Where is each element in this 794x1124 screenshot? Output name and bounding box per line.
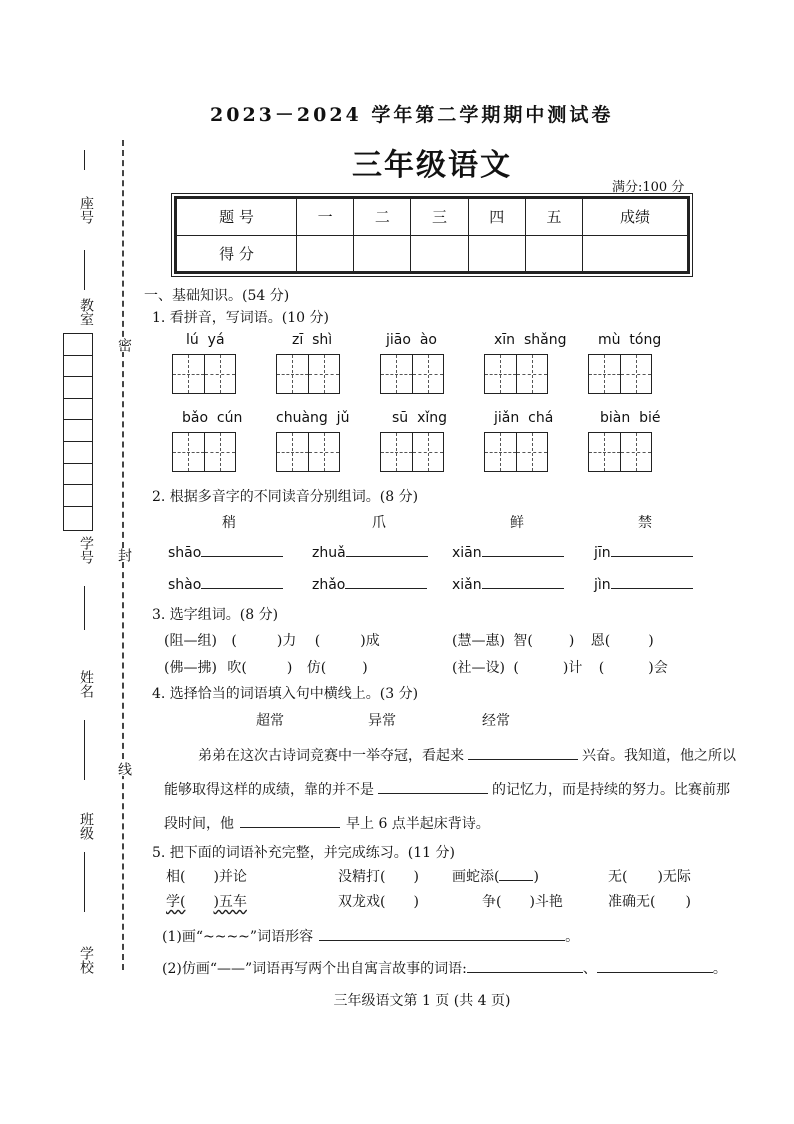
q2-title: 2. 根据多音字的不同读音分别组词。(8 分) bbox=[152, 489, 419, 505]
q2-answer[interactable] bbox=[452, 545, 564, 561]
q5-row-2c bbox=[482, 891, 563, 911]
q5-text: )无际 bbox=[657, 869, 691, 885]
q3-word: )成 bbox=[360, 633, 380, 649]
q5-row-1d bbox=[608, 866, 691, 886]
q5-row-2b bbox=[338, 891, 419, 911]
q5-text: 没精打( bbox=[338, 869, 386, 885]
score-header: 成绩 bbox=[583, 199, 688, 236]
q5-row-1c bbox=[452, 866, 539, 886]
q2-char: 稍 bbox=[222, 515, 236, 531]
score-table-header-row bbox=[177, 199, 688, 236]
q1-pinyin: bǎo cún bbox=[182, 410, 243, 426]
q4-text: 能够取得这样的成绩，靠的并不是 bbox=[164, 782, 374, 798]
score-table bbox=[174, 196, 690, 274]
q3-title: 3. 选字组词。(8 分) bbox=[152, 607, 279, 623]
q5-blank[interactable] bbox=[499, 880, 533, 881]
q5-row-1 bbox=[166, 866, 247, 886]
q1-pinyin: xīn shǎng bbox=[494, 332, 567, 348]
q4-blank[interactable] bbox=[468, 759, 578, 760]
q2-char: 禁 bbox=[638, 515, 652, 531]
q3-row-c bbox=[164, 657, 368, 677]
q5-text: ) bbox=[533, 869, 539, 885]
full-score: 满分:100 分 bbox=[612, 180, 685, 195]
page-footer: 三年级语文第 1 页 (共 4 页) bbox=[333, 993, 511, 1009]
q2-answer[interactable] bbox=[168, 577, 283, 593]
q4-title: 4. 选择恰当的词语填入句中横线上。(3 分) bbox=[152, 686, 419, 702]
side-line-name bbox=[84, 720, 85, 780]
q5-text: 无( bbox=[608, 869, 628, 885]
q3-paren: ( bbox=[513, 660, 519, 676]
q1-writing-grid[interactable] bbox=[380, 432, 444, 472]
q3-word: 吹( bbox=[227, 660, 247, 676]
q5-text: ) bbox=[413, 894, 419, 910]
q1-pinyin: jiǎn chá bbox=[494, 410, 554, 426]
score-cell[interactable] bbox=[468, 235, 525, 272]
q2-pinyin: jìn bbox=[594, 577, 611, 593]
q4-text: 段时间，他 bbox=[164, 816, 234, 832]
q2-char: 爪 bbox=[372, 515, 386, 531]
q2-pinyin: zhǎo bbox=[312, 577, 346, 593]
q3-word: )会 bbox=[648, 660, 668, 676]
q3-paren: ( bbox=[314, 633, 321, 649]
class-label: 班级 bbox=[78, 812, 94, 840]
score-row-label: 得 分 bbox=[177, 235, 297, 272]
q4-text: 早上 6 点半起床背诗。 bbox=[346, 816, 490, 832]
q3-row-d bbox=[452, 657, 668, 677]
seat-label: 座号 bbox=[78, 196, 94, 224]
q3-paren: ) bbox=[362, 660, 368, 676]
q1-writing-grid[interactable] bbox=[588, 354, 652, 394]
q2-answer[interactable] bbox=[312, 545, 428, 561]
q1-pinyin: lú yá bbox=[186, 332, 225, 348]
section1-title: 一、基础知识。(54 分) bbox=[144, 288, 290, 304]
q4-option: 超常 bbox=[256, 713, 284, 729]
q5-sub1-text: (1)画“~~~~”词语形容 bbox=[162, 929, 314, 945]
q2-answer[interactable] bbox=[452, 577, 564, 593]
q5-sub2-blank[interactable] bbox=[467, 972, 583, 973]
score-header: 题 号 bbox=[177, 199, 297, 236]
side-line-class bbox=[84, 852, 85, 912]
q3-paren: ) bbox=[568, 633, 575, 649]
q4-text: 弟弟在这次古诗词竞赛中一举夺冠，看起来 bbox=[198, 748, 464, 764]
q5-text: ) bbox=[413, 869, 419, 885]
q5-text: 、 bbox=[582, 961, 597, 977]
q1-pinyin: chuàng jǔ bbox=[276, 410, 350, 426]
side-line-id bbox=[84, 586, 85, 630]
q5-sub2-blank[interactable] bbox=[597, 972, 713, 973]
q2-char: 鲜 bbox=[510, 515, 524, 531]
q1-title: 1. 看拼音，写词语。(10 分) bbox=[152, 310, 329, 326]
q1-pinyin: sū xǐng bbox=[392, 410, 448, 426]
score-cell[interactable] bbox=[525, 235, 582, 272]
score-header: 五 bbox=[525, 199, 582, 236]
q2-pinyin: xiǎn bbox=[452, 577, 482, 593]
q2-pinyin: zhuǎ bbox=[312, 545, 346, 561]
q2-pinyin: jīn bbox=[594, 545, 611, 561]
q3-option: (社—设) bbox=[452, 660, 505, 676]
q1-writing-grid[interactable] bbox=[484, 354, 548, 394]
q5-text: )五车 bbox=[213, 894, 247, 910]
q3-word: )计 bbox=[562, 660, 583, 676]
q3-row-b bbox=[452, 630, 654, 650]
q4-option: 异常 bbox=[368, 713, 396, 729]
q5-text: )斗艳 bbox=[529, 894, 563, 910]
q2-answer[interactable] bbox=[594, 545, 693, 561]
q3-word: )力 bbox=[276, 633, 297, 649]
q5-text: 学( bbox=[166, 894, 186, 910]
q5-text: )并论 bbox=[213, 869, 247, 885]
q5-text: 。 bbox=[565, 929, 580, 945]
q3-option: (阻—组) bbox=[164, 633, 217, 649]
seal-char-xian: 线 bbox=[116, 762, 132, 776]
score-cell[interactable] bbox=[411, 235, 468, 272]
q3-word: 恩( bbox=[590, 633, 611, 649]
q1-writing-grid[interactable] bbox=[276, 354, 340, 394]
student-id-boxes[interactable] bbox=[63, 333, 93, 531]
q3-row-a bbox=[164, 630, 380, 650]
q3-paren: ( bbox=[598, 660, 605, 676]
score-table-score-row bbox=[177, 235, 688, 272]
q1-writing-grid[interactable] bbox=[172, 432, 236, 472]
score-cell[interactable] bbox=[583, 235, 688, 272]
score-header: 一 bbox=[297, 199, 354, 236]
q4-blank[interactable] bbox=[240, 827, 340, 828]
q5-text: ) bbox=[685, 894, 691, 910]
q5-sub2-text: (2)仿画“——”词语再写两个出自寓言故事的词语: bbox=[162, 961, 467, 977]
q3-paren: ) bbox=[286, 660, 293, 676]
q1-writing-grid[interactable] bbox=[484, 432, 548, 472]
q1-writing-grid[interactable] bbox=[588, 432, 652, 472]
q3-word: 仿( bbox=[306, 660, 327, 676]
q5-text: 争( bbox=[482, 894, 502, 910]
q5-sub1-blank[interactable] bbox=[319, 940, 565, 941]
q1-pinyin: jiāo ào bbox=[386, 332, 437, 348]
score-header: 二 bbox=[354, 199, 411, 236]
q5-row-2 bbox=[166, 891, 247, 911]
q5-text: 相( bbox=[166, 869, 186, 885]
subject-title: 三年级语文 bbox=[352, 148, 512, 183]
q5-text: 。 bbox=[712, 961, 727, 977]
score-header: 四 bbox=[468, 199, 525, 236]
side-line-room bbox=[84, 250, 85, 290]
q5-row-2d bbox=[608, 891, 691, 911]
q4-blank[interactable] bbox=[378, 793, 488, 794]
seal-char-feng: 封 bbox=[116, 548, 132, 562]
score-cell[interactable] bbox=[297, 235, 354, 272]
q3-option: (佛—拂) bbox=[164, 660, 217, 676]
q4-option: 经常 bbox=[482, 713, 510, 729]
q2-pinyin: shào bbox=[168, 577, 202, 593]
q5-sub2 bbox=[162, 958, 727, 978]
exam-title: 2023－2024 学年第二学期期中测试卷 bbox=[210, 104, 614, 126]
q3-option: (慧—惠) bbox=[452, 633, 505, 649]
q4-text: 兴奋。我知道，他之所以 bbox=[582, 748, 736, 764]
q2-answer[interactable] bbox=[312, 577, 427, 593]
name-label: 姓名 bbox=[78, 670, 94, 698]
q5-text: 准确无( bbox=[608, 894, 656, 910]
score-cell[interactable] bbox=[354, 235, 411, 272]
q2-pinyin: xiān bbox=[452, 545, 482, 561]
student-id-label: 学号 bbox=[78, 536, 94, 564]
q5-text: 画蛇添( bbox=[452, 869, 500, 885]
q4-sentence-1 bbox=[198, 745, 736, 765]
q4-sentence-3 bbox=[164, 813, 490, 833]
q4-sentence-2 bbox=[164, 779, 730, 799]
q5-wavy-word bbox=[166, 894, 247, 910]
q4-text: 的记忆力，而是持续的努力。比赛前那 bbox=[492, 782, 730, 798]
q1-writing-grid[interactable] bbox=[276, 432, 340, 472]
q5-row-1b bbox=[338, 866, 419, 886]
school-label: 学校 bbox=[78, 946, 94, 974]
q3-word: 智( bbox=[513, 633, 533, 649]
q1-pinyin: biàn bié bbox=[600, 410, 661, 426]
q3-paren: ( bbox=[231, 633, 237, 649]
q3-paren: ) bbox=[648, 633, 654, 649]
q2-answer[interactable] bbox=[594, 577, 693, 593]
q5-text: 双龙戏( bbox=[338, 894, 386, 910]
q1-writing-grid[interactable] bbox=[172, 354, 236, 394]
score-header: 三 bbox=[411, 199, 468, 236]
q5-sub1 bbox=[162, 926, 579, 946]
room-label: 教室 bbox=[78, 298, 94, 326]
q1-pinyin: zī shì bbox=[292, 332, 333, 348]
q1-pinyin: mù tóng bbox=[598, 332, 662, 348]
q1-writing-grid[interactable] bbox=[380, 354, 444, 394]
q2-pinyin: shāo bbox=[168, 545, 202, 561]
q2-answer[interactable] bbox=[168, 545, 283, 561]
q5-title: 5. 把下面的词语补充完整，并完成练习。(11 分) bbox=[152, 845, 455, 861]
seal-char-mi: 密 bbox=[116, 338, 132, 352]
